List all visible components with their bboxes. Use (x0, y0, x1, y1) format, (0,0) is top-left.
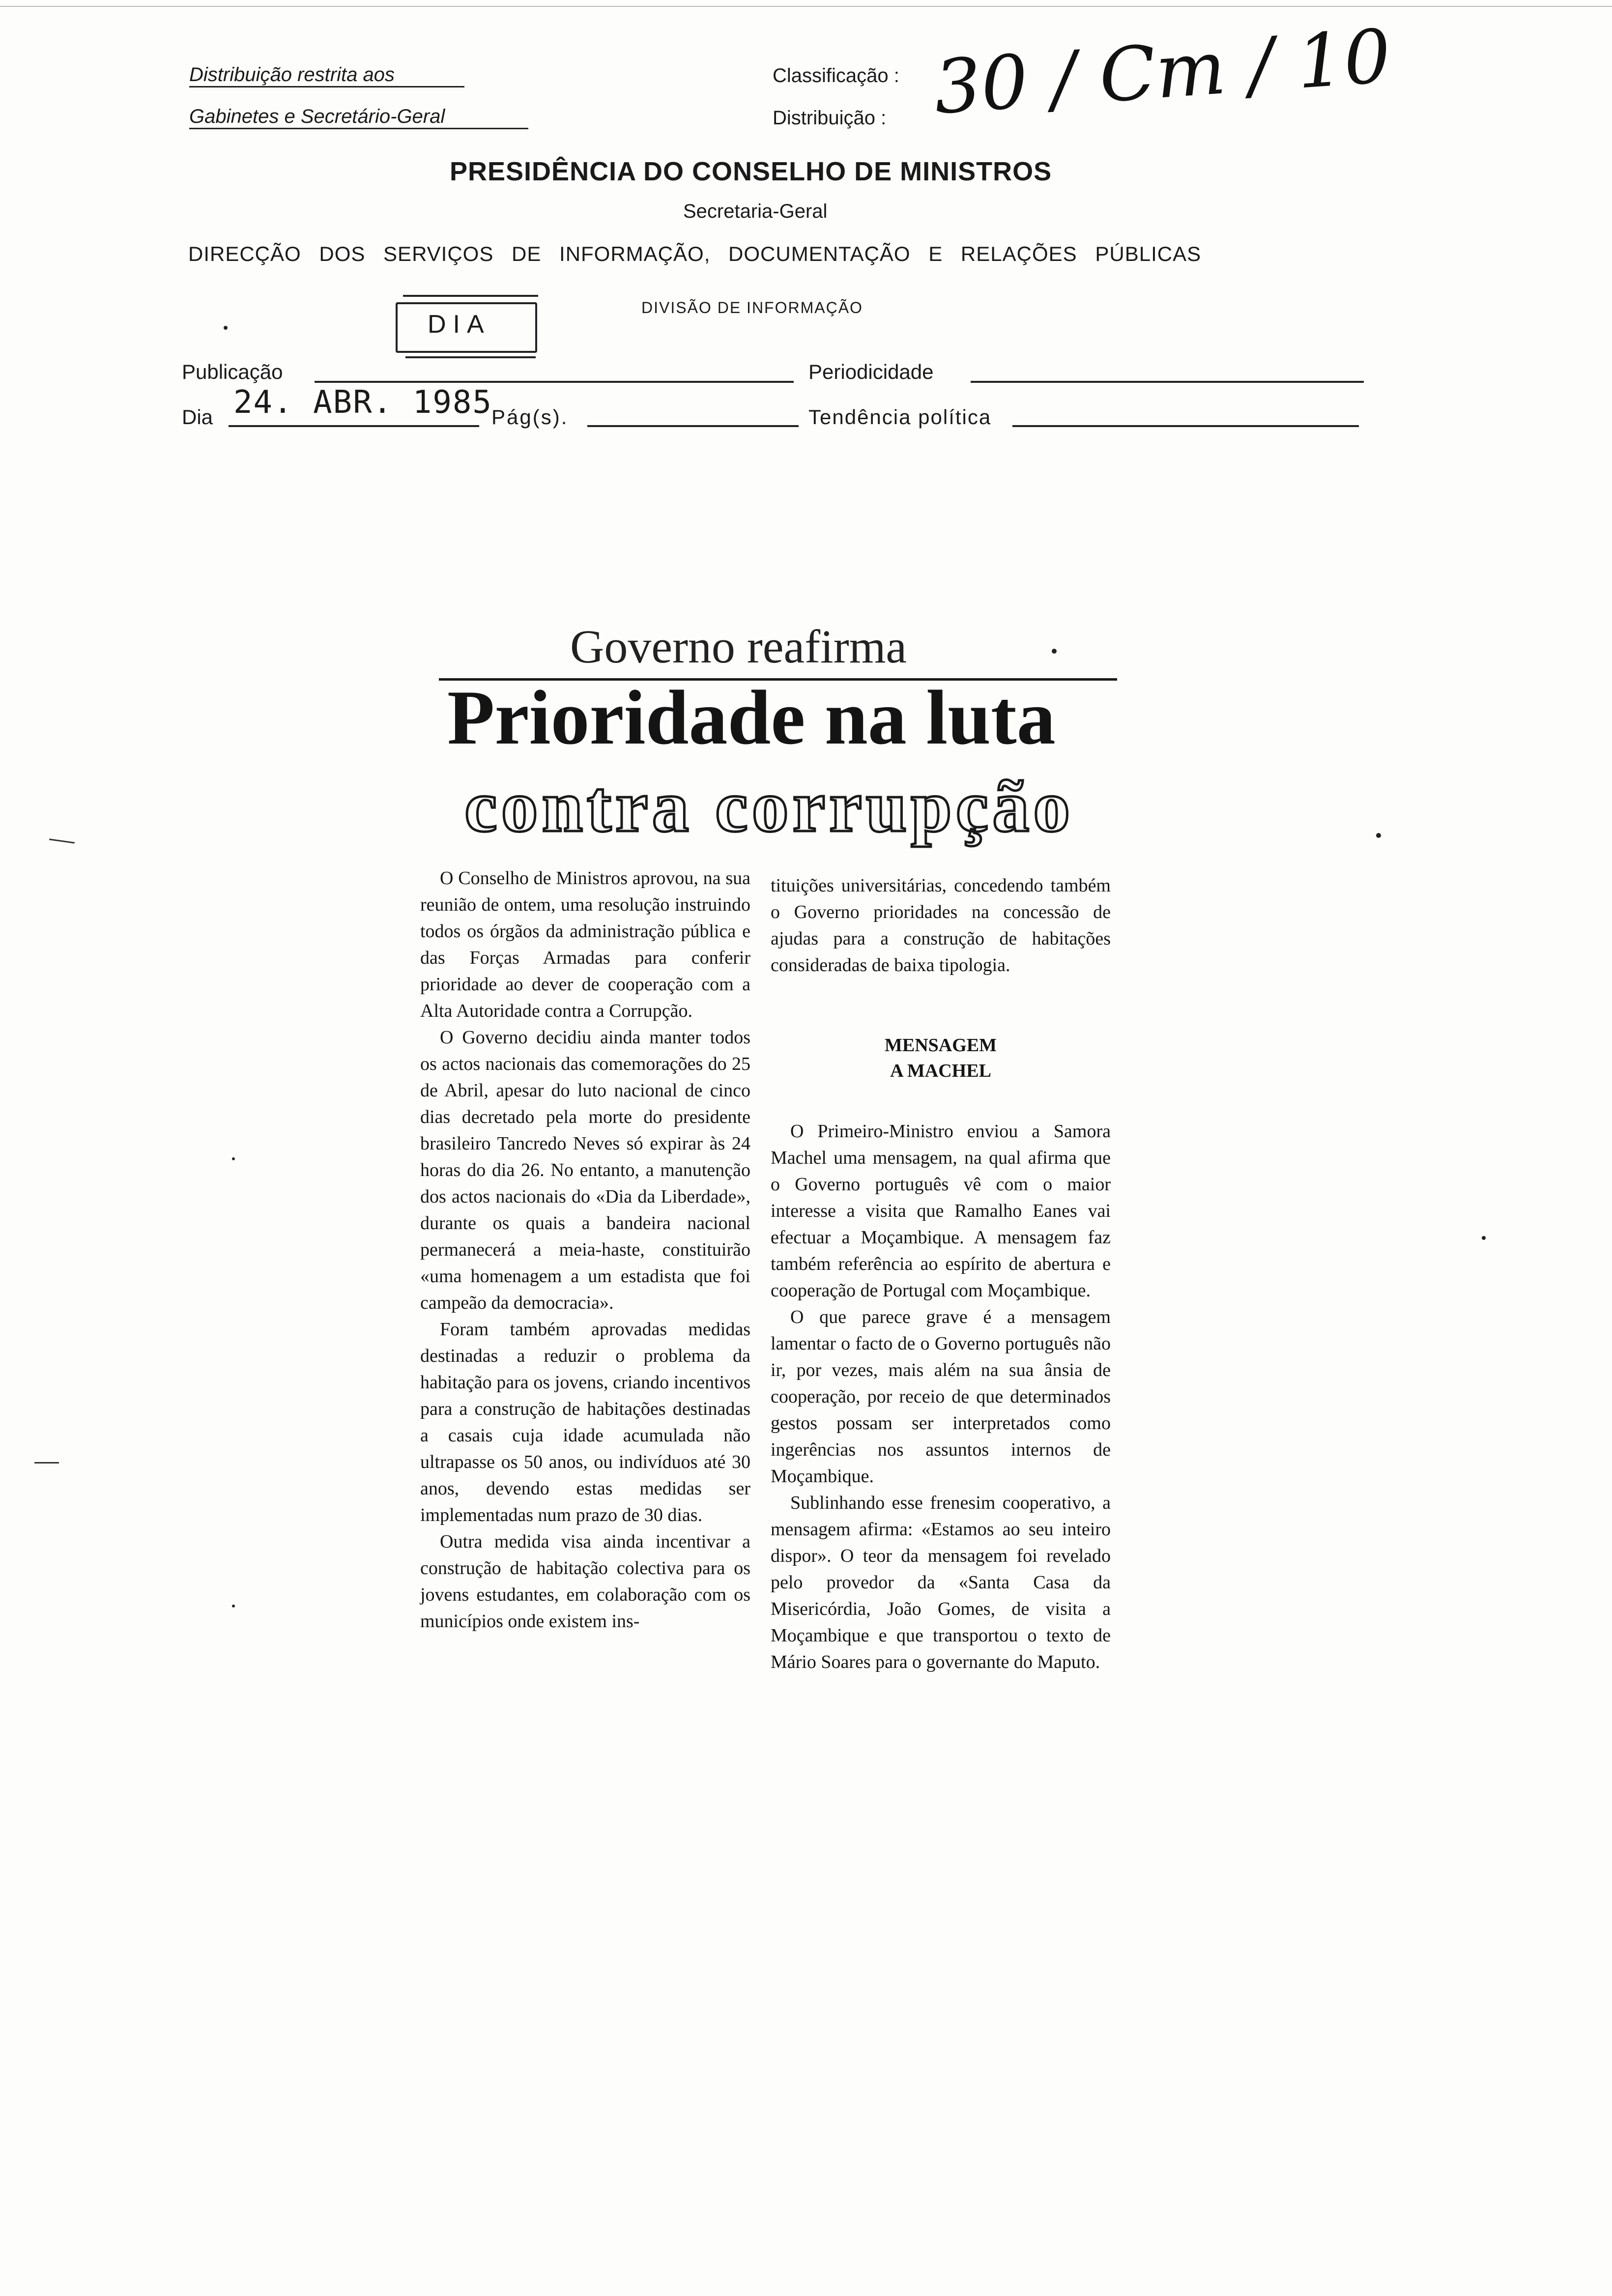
speck (224, 326, 228, 330)
headline-line-1: Prioridade na luta (447, 675, 1056, 761)
publicacao-label: Publicação (182, 360, 283, 383)
scan-edge-line (0, 6, 1612, 7)
col1-paragraph: O Conselho de Ministros aprovou, na sua reunião de ontem, uma resolução instruindo todos os órgãos da administração pública e das Forças Armadas para conferir prioridade ao dever de cooperação com a Alta Autoridade contra a Corrupção. (420, 868, 750, 1021)
distribution-line-2: Gabinetes e Secretário-Geral (189, 106, 528, 129)
tendencia-label: Tendência política (808, 405, 992, 429)
article-column-1 (420, 865, 750, 1635)
article-kicker: Governo reafirma (570, 620, 907, 673)
speck (1482, 1236, 1486, 1240)
scan-mark (49, 838, 75, 843)
periodicidade-field (971, 381, 1364, 383)
stamp-top-rule (403, 295, 538, 297)
col2-paragraph: Sublinhando esse frenesim cooperativo, a mensagem afirma: «Estamos ao seu inteiro dispor». O teor da mensagem foi revelado pelo provedor da «Santa Casa da Misericórdia, João Gomes, de visita a Moçambique e que transportou o texto de Mário Soares para o governante do Maputo. (771, 1492, 1111, 1672)
periodicidade-label: Periodicidade (808, 360, 934, 383)
dia-value: 24. ABR. 1985 (233, 384, 492, 421)
col1-paragraph: Foram também aprovadas medidas destinadas a reduzir o problema da habitação para os jovens, criando incentivos para a construção de habitações destinadas a casais cuja idade acumulada não ultrapasse os 50 anos, ou indivíduos até 30 anos, devendo estas medidas ser implementadas num prazo de 30 dias. (420, 1319, 750, 1525)
direccao: DIRECÇÃO DOS SERVIÇOS DE INFORMAÇÃO, DOCUMENTAÇÃO E RELAÇÕES PÚBLICAS (188, 242, 1202, 265)
publicacao-field (315, 381, 794, 383)
col2-paragraph: O Primeiro-Ministro enviou a Samora Machel uma mensagem, na qual afirma que o Governo português vê com o maior interesse a visita que Ramalho Eanes vai efectuar a Moçambique. A mensagem faz também referência ao espírito de abertura e cooperação de Portugal com Moçambique. (771, 1121, 1111, 1301)
col2-paragraph: O que parece grave é a mensagem lamentar o facto de o Governo português não ir, por vezes, mais além na sua ânsia de cooperação, por receio de que determinados gestos possam ser interpretados como ingerências nos assuntos internos de Moçambique. (771, 1307, 1111, 1487)
scan-mark (34, 1462, 59, 1464)
article-column-2 (771, 872, 1111, 1675)
subhead-line-1: MENSAGEM (885, 1035, 997, 1056)
headline-line-2: contra corrupção (464, 766, 1074, 847)
speck (232, 1605, 235, 1607)
distribuicao-label: Distribuição : (773, 107, 887, 129)
col2-continuation: tituições universitárias, concedendo também o Governo prioridades na concessão de ajudas para a construção de habitações consideradas de baixa tipologia. (771, 875, 1111, 976)
handwritten-code: 30 / Cm / 10 (931, 13, 1394, 131)
dia-label: Dia (182, 405, 213, 429)
dia-field (229, 425, 479, 427)
col1-paragraph: Outra medida visa ainda incentivar a construção de habitação colectiva para os jovens estudantes, em colaboração com os municípios onde existem ins- (420, 1531, 750, 1632)
col1-paragraph: O Governo decidiu ainda manter todos os actos nacionais das comemorações do 25 de Abril, apesar do luto nacional de cinco dias decretado pela morte do presidente brasileiro Tancredo Neves só expirar às 24 horas do dia 26. No entanto, a manutenção dos actos nacionais do «Dia da Liberdade», durante os quais a bandeira nacional permanecerá a meia-haste, constituirão «uma homenagem a um estadista que foi campeão da democracia». (420, 1027, 750, 1313)
speck (1376, 833, 1381, 838)
speck (1052, 649, 1057, 654)
org-name: PRESIDÊNCIA DO CONSELHO DE MINISTROS (450, 157, 1052, 186)
subhead-line-2: A MACHEL (890, 1061, 991, 1081)
stamp-text: DIA (428, 310, 491, 339)
pags-label: Pág(s). (491, 405, 569, 429)
stamp-bottom-rule (405, 356, 536, 358)
divisao: DIVISÃO DE INFORMAÇÃO (641, 299, 863, 316)
classificacao-label: Classificação : (773, 65, 899, 86)
secretaria: Secretaria-Geral (683, 201, 828, 222)
pags-field (587, 425, 799, 427)
tendencia-field (1012, 425, 1359, 427)
speck (232, 1157, 235, 1160)
distribution-line-1: Distribuição restrita aos (189, 64, 464, 87)
